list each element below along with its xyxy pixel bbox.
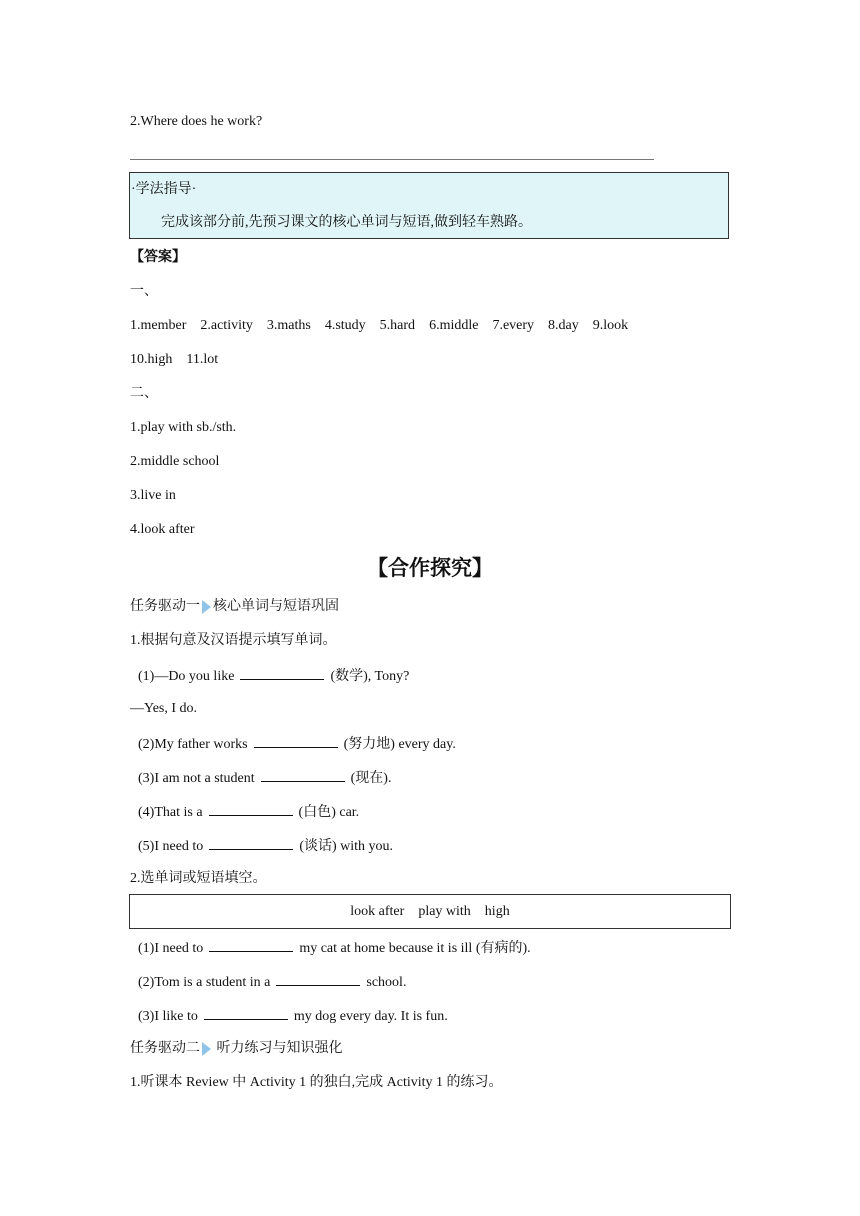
fill-blank[interactable] — [276, 971, 360, 986]
arrow-icon — [202, 600, 211, 614]
item-text-after: my cat at home because it is ill (有病的). — [299, 941, 531, 956]
exercise1-item — [138, 665, 409, 687]
fill-blank[interactable] — [261, 767, 345, 782]
item-text-before: (1)—Do you like — [138, 669, 235, 684]
study-tip-text: 完成该部分前,先预习课文的核心单词与短语,做到轻车熟路。 — [161, 215, 532, 230]
section-title: 【合作探究】 — [367, 556, 493, 580]
word-bank-box — [129, 894, 731, 929]
item-text-after: (数学), Tony? — [330, 669, 410, 684]
fill-blank[interactable] — [254, 733, 338, 748]
exercise2-item — [138, 1005, 448, 1027]
task1-label — [130, 597, 339, 617]
fill-blank[interactable] — [204, 1005, 288, 1020]
item-text-before: (2)My father works — [138, 737, 248, 752]
answers-part2-label: 二、 — [130, 386, 158, 401]
answers-heading: 【答案】 — [130, 250, 186, 265]
answer-item: 6.middle — [429, 318, 479, 333]
arrow-icon — [202, 1042, 211, 1056]
item-text-before: (4)That is a — [138, 805, 203, 820]
task2-item: 1.听课本 Review 中 Activity 1 的独白,完成 Activity 1 的练习。 — [130, 1075, 503, 1090]
answer-phrase: 2.middle school — [130, 454, 220, 469]
item-text-after: school. — [366, 975, 407, 990]
answer-item: 1.member — [130, 318, 187, 333]
task2-label — [130, 1039, 343, 1059]
answers-part1-row1 — [130, 316, 628, 336]
task2-label-before: 任务驱动二 — [130, 1041, 200, 1056]
answer-phrase: 3.live in — [130, 488, 176, 503]
answers-part1-row2 — [130, 350, 218, 370]
answer-item: 10.high — [130, 352, 173, 367]
answer-line — [130, 159, 654, 160]
item-text-before: (3)I am not a student — [138, 771, 255, 786]
item-text-before: (3)I like to — [138, 1009, 198, 1024]
answer-phrase: 1.play with sb./sth. — [130, 420, 237, 435]
answer-item: 4.study — [324, 318, 366, 333]
exercise1-title: 1.根据句意及汉语提示填写单词。 — [130, 633, 337, 648]
item-text-after: (谈话) with you. — [299, 839, 394, 854]
task2-label-after: 听力练习与知识强化 — [213, 1041, 343, 1056]
item-text-after: my dog every day. It is fun. — [293, 1009, 448, 1024]
fill-blank[interactable] — [209, 801, 293, 816]
item-text-after: (努力地) every day. — [343, 737, 456, 752]
word-bank: look after play with high — [350, 904, 510, 919]
exercise1-item — [138, 733, 456, 755]
item-text-before: (2)Tom is a student in a — [138, 975, 271, 990]
question-2: 2.Where does he work? — [130, 114, 263, 129]
task1-label-after: 核心单词与短语巩固 — [213, 599, 339, 614]
answer-item: 8.day — [548, 318, 579, 333]
exercise1-item — [138, 801, 359, 823]
answers-part1-label: 一、 — [130, 284, 158, 299]
task1-label-before: 任务驱动一 — [130, 599, 200, 614]
exercise2-title: 2.选单词或短语填空。 — [130, 871, 267, 886]
answer-phrase: 4.look after — [130, 522, 195, 537]
exercise2-item — [138, 937, 531, 959]
item-text-before: (5)I need to — [138, 839, 204, 854]
item-text-after: (现在). — [350, 771, 392, 786]
study-tip-box — [129, 172, 729, 239]
fill-blank[interactable] — [209, 835, 293, 850]
answer-item: 7.every — [492, 318, 535, 333]
answer-item: 3.maths — [266, 318, 311, 333]
item-text-after: (白色) car. — [298, 805, 360, 820]
exercise1-item — [138, 767, 391, 789]
answer-item: 11.lot — [186, 352, 219, 367]
fill-blank[interactable] — [240, 665, 324, 680]
answer-item: 5.hard — [379, 318, 416, 333]
exercise1-item — [138, 835, 393, 857]
item-text-before: (1)I need to — [138, 941, 204, 956]
fill-blank[interactable] — [209, 937, 293, 952]
exercise1-reply: —Yes, I do. — [130, 701, 198, 716]
answer-item: 2.activity — [200, 318, 253, 333]
answer-item: 9.look — [592, 318, 629, 333]
study-tip-title: ·学法指导· — [131, 182, 197, 197]
exercise2-item — [138, 971, 406, 993]
